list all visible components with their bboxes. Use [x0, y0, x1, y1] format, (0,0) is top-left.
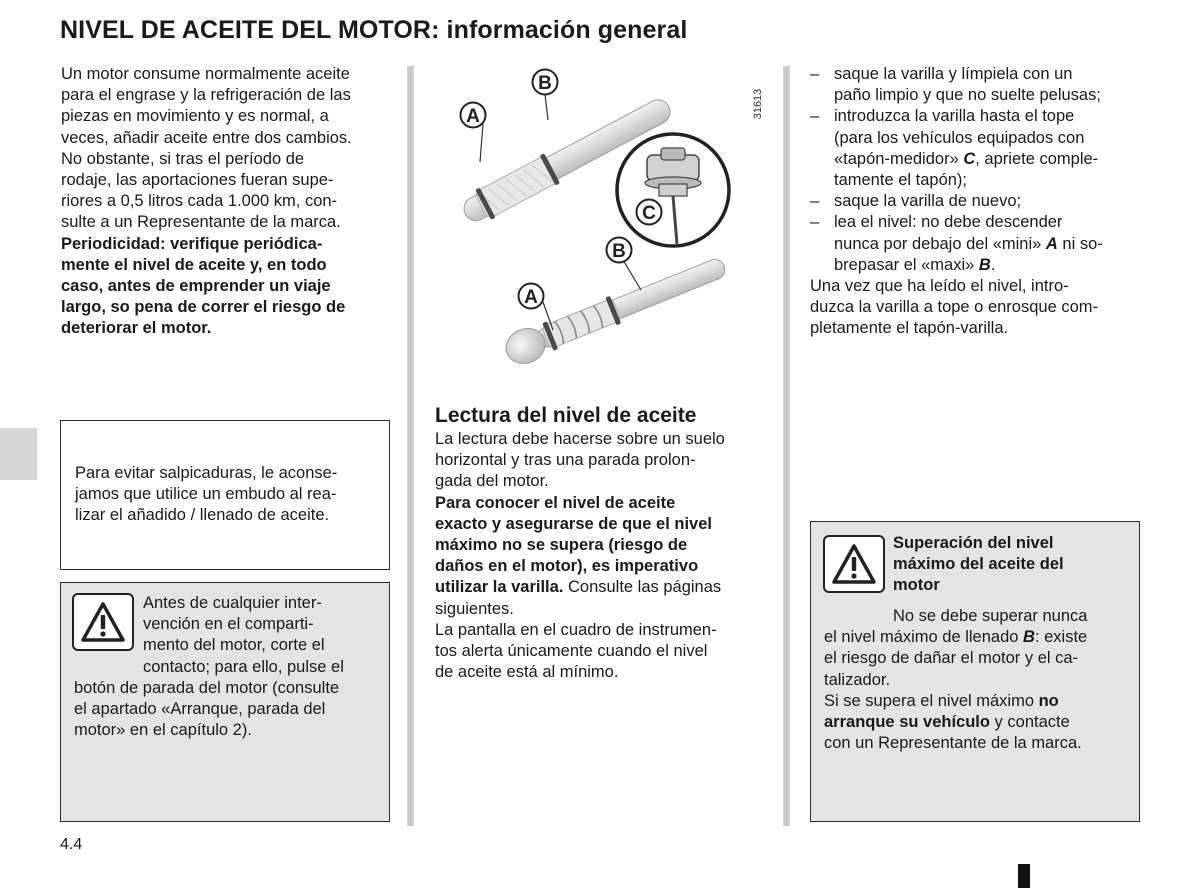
- label-a-lower: A: [524, 287, 538, 308]
- warning-title-line: máximo del aceite del: [893, 555, 1064, 574]
- warning-line: mento del motor, corte el: [143, 636, 325, 655]
- reading-bold-line: exacto y asegurarse de que el nivel: [435, 514, 712, 533]
- warning-triangle-icon: [72, 593, 134, 651]
- left-intro: [61, 64, 390, 340]
- note-line: Para evitar salpicaduras, le aconse-: [75, 464, 338, 482]
- warning-right-text: No se debe superar nunca el nivel máximo de llenado B: existe el riesgo de dañar el motor y el ca- talizador. Si se supera el nivel máximo no arranque su vehículo y contacte con un Representante de la marca.: [824, 607, 1088, 753]
- dash-marker: –: [810, 107, 820, 126]
- label-b-lower: B: [612, 241, 626, 262]
- warning-line: botón de parada del motor (consulte: [74, 679, 340, 697]
- dash-marker: –: [810, 65, 820, 83]
- warning-box-left: [60, 582, 390, 822]
- note-line: lizar el añadido / llenado de aceite.: [75, 506, 330, 525]
- label-b-upper: B: [538, 73, 552, 94]
- column-separator: [783, 66, 790, 826]
- step-item: – saque la varilla de nuevo;: [810, 191, 1140, 212]
- page-edge-marker: [1018, 864, 1030, 888]
- right-steps: [810, 64, 1140, 340]
- page-number: 4.4: [60, 836, 83, 853]
- reading-line: tos alerta únicamente cuando el nivel: [435, 642, 708, 661]
- dipstick-cap-detail: [617, 134, 729, 246]
- after-line: Una vez que ha leído el nivel, intro-: [810, 277, 1069, 296]
- warning-line: contacto; para ello, pulse el: [143, 657, 344, 676]
- figure-code: 31613: [752, 88, 764, 120]
- label-c: C: [642, 203, 656, 224]
- reading-section: [435, 403, 765, 683]
- step-item: – lea el nivel: no debe descender nunca por debajo del «mini» A ni so- brepasar el «maxi» B.: [810, 213, 1103, 274]
- periodicity-line: largo, so pena de correr el riesgo de: [61, 298, 346, 317]
- dipstick-figure: [425, 62, 775, 377]
- section-heading: Lectura del nivel de aceite: [435, 404, 697, 427]
- reading-line: La pantalla en el cuadro de instrumen-: [435, 620, 717, 639]
- mid-bold-last-line: utilizar la varilla. Consulte las páginas: [435, 578, 722, 597]
- column-separator: [407, 66, 414, 826]
- periodicity-line: caso, antes de emprender un viaje: [61, 277, 331, 296]
- intro-line: Un motor consume normalmente aceite: [61, 65, 350, 83]
- warning-line: Antes de cualquier inter-: [143, 594, 322, 612]
- page-title: NIVEL DE ACEITE DEL MOTOR: información general: [60, 16, 688, 44]
- periodicity-line: Periodicidad: verifique periódica-: [61, 234, 323, 253]
- label-a-upper: A: [466, 106, 480, 127]
- warning-triangle-icon: [823, 535, 885, 593]
- dash-marker: –: [810, 192, 820, 211]
- warning-line: el apartado «Arranque, parada del: [74, 700, 326, 719]
- warning-title-line: Superación del nivel: [893, 534, 1054, 552]
- warning-title-line: motor: [893, 576, 940, 595]
- intro-line: piezas en movimiento y es normal, a: [61, 107, 329, 126]
- step-item: – introduzca la varilla hasta el tope (para los vehículos equipados con «tapón-medidor» C, apriete comple- tamente el tapón);: [810, 107, 1099, 190]
- intro-line: riores a 0,5 litros cada 1.000 km, con-: [61, 192, 338, 211]
- reading-bold-line: máximo no se supera (riesgo de: [435, 536, 688, 555]
- intro-line: No obstante, si tras el período de: [61, 149, 305, 168]
- note-box: [60, 420, 390, 570]
- warning-box-right: [810, 521, 1140, 822]
- intro-line: para el engrase y la refrigeración de las: [61, 86, 351, 105]
- chapter-tab: [0, 428, 37, 480]
- warning-line: motor» en el capítulo 2).: [74, 721, 252, 740]
- dash-marker: –: [810, 213, 820, 232]
- reading-line: gada del motor.: [435, 472, 549, 491]
- warning-line: vención en el comparti-: [143, 615, 314, 634]
- reading-bold-line: Para conocer el nivel de aceite: [435, 493, 676, 512]
- after-line: pletamente el tapón-varilla.: [810, 319, 1009, 338]
- note-line: jamos que utilice un embudo al rea-: [75, 485, 337, 504]
- reading-line: horizontal y tras una parada prolon-: [435, 451, 696, 470]
- periodicity-line: deteriorar el motor.: [61, 319, 212, 338]
- step-item: – saque la varilla y límpiela con un paño limpio y que no suelte pelusas;: [810, 65, 1101, 105]
- intro-line: veces, añadir aceite entre dos cambios.: [61, 128, 352, 147]
- mid-p2-end: siguientes.: [435, 599, 514, 618]
- reading-line: La lectura debe hacerse sobre un suelo: [435, 430, 725, 448]
- intro-line: sulte a un Representante de la marca.: [61, 213, 341, 232]
- reading-line: de aceite está al mínimo.: [435, 663, 619, 682]
- periodicity-line: mente el nivel de aceite y, en todo: [61, 255, 327, 274]
- reading-bold-line: daños en el motor), es imperativo: [435, 557, 699, 576]
- dipstick-lower: [501, 250, 731, 369]
- after-line: duzca la varilla a tope o enrosque com-: [810, 298, 1098, 317]
- intro-line: rodaje, las aportaciones fueran supe-: [61, 171, 334, 190]
